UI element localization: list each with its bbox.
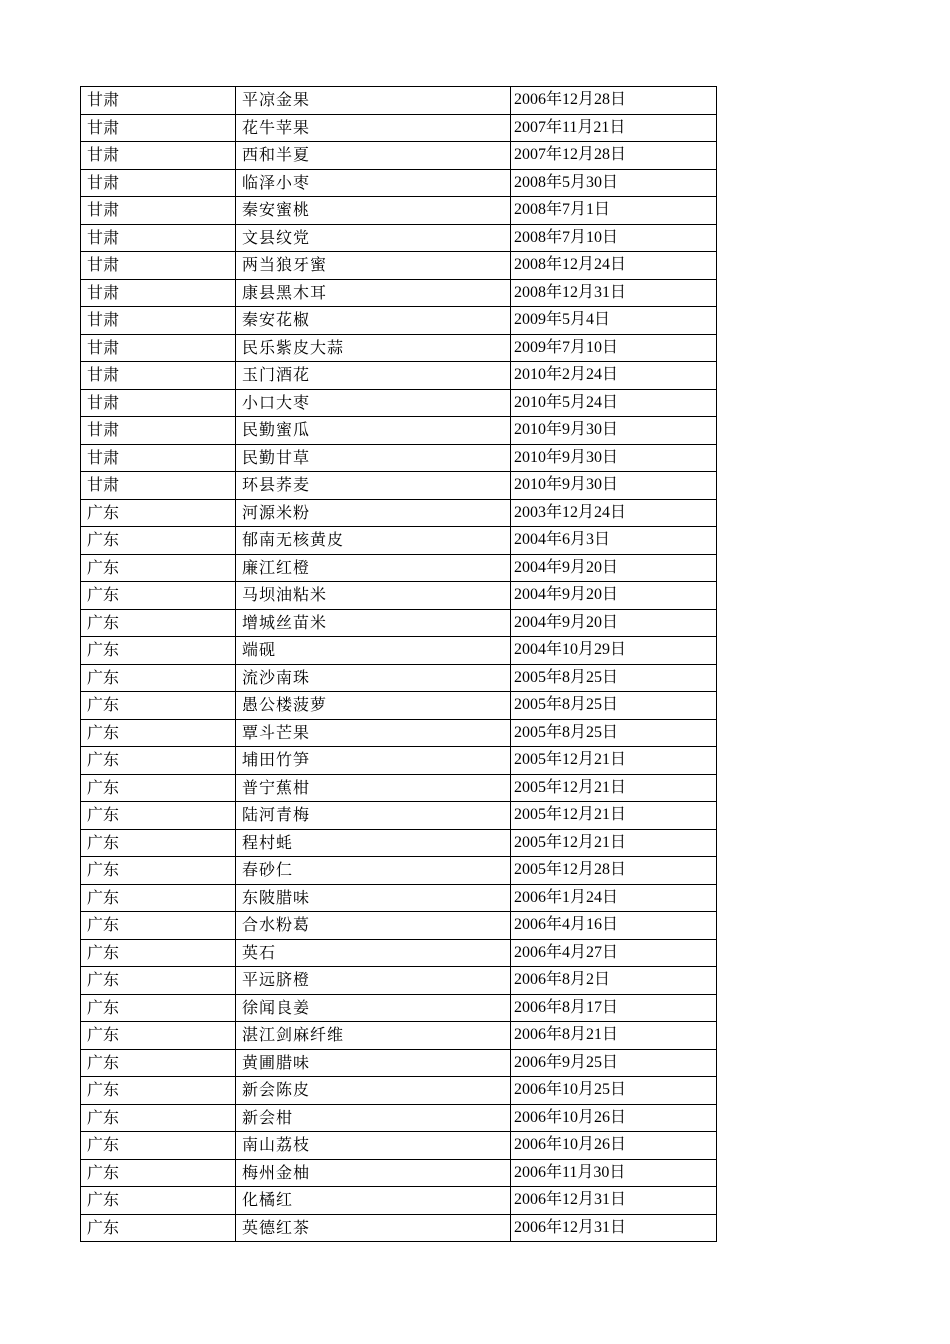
date-cell: 2010年9月30日 bbox=[511, 472, 717, 500]
date-cell: 2010年2月24日 bbox=[511, 362, 717, 390]
product-cell: 新会陈皮 bbox=[236, 1077, 511, 1105]
region-cell: 广东 bbox=[81, 1187, 236, 1215]
product-cell: 环县荞麦 bbox=[236, 472, 511, 500]
date-cell: 2004年9月20日 bbox=[511, 609, 717, 637]
product-cell: 民乐紫皮大蒜 bbox=[236, 334, 511, 362]
table-row bbox=[81, 169, 717, 197]
date-cell: 2006年12月28日 bbox=[511, 87, 717, 115]
product-cell: 梅州金柚 bbox=[236, 1159, 511, 1187]
product-cell: 廉江红橙 bbox=[236, 554, 511, 582]
table-row bbox=[81, 1187, 717, 1215]
table-row bbox=[81, 609, 717, 637]
region-cell: 广东 bbox=[81, 554, 236, 582]
table-body bbox=[81, 87, 717, 1242]
table-row bbox=[81, 857, 717, 885]
region-cell: 广东 bbox=[81, 664, 236, 692]
product-cell: 马坝油粘米 bbox=[236, 582, 511, 610]
region-cell: 广东 bbox=[81, 939, 236, 967]
region-cell: 广东 bbox=[81, 967, 236, 995]
product-cell: 河源米粉 bbox=[236, 499, 511, 527]
table-row bbox=[81, 499, 717, 527]
region-cell: 广东 bbox=[81, 829, 236, 857]
product-cell: 东陂腊味 bbox=[236, 884, 511, 912]
table-row bbox=[81, 1214, 717, 1242]
region-cell: 甘肃 bbox=[81, 307, 236, 335]
product-cell: 民勤蜜瓜 bbox=[236, 417, 511, 445]
product-cell: 普宁蕉柑 bbox=[236, 774, 511, 802]
product-cell: 文县纹党 bbox=[236, 224, 511, 252]
table-row bbox=[81, 939, 717, 967]
region-cell: 广东 bbox=[81, 499, 236, 527]
date-cell: 2004年9月20日 bbox=[511, 582, 717, 610]
product-cell: 临泽小枣 bbox=[236, 169, 511, 197]
product-cell: 黄圃腊味 bbox=[236, 1049, 511, 1077]
product-cell: 英石 bbox=[236, 939, 511, 967]
table-row bbox=[81, 774, 717, 802]
table-row bbox=[81, 664, 717, 692]
product-cell: 增城丝苗米 bbox=[236, 609, 511, 637]
date-cell: 2005年12月21日 bbox=[511, 774, 717, 802]
product-cell: 秦安蜜桃 bbox=[236, 197, 511, 225]
region-cell: 甘肃 bbox=[81, 142, 236, 170]
table-row bbox=[81, 114, 717, 142]
product-cell: 徐闻良姜 bbox=[236, 994, 511, 1022]
table-row bbox=[81, 527, 717, 555]
date-cell: 2006年4月27日 bbox=[511, 939, 717, 967]
product-cell: 新会柑 bbox=[236, 1104, 511, 1132]
table-row bbox=[81, 87, 717, 115]
region-cell: 广东 bbox=[81, 912, 236, 940]
table-row bbox=[81, 912, 717, 940]
product-cell: 平远脐橙 bbox=[236, 967, 511, 995]
date-cell: 2006年1月24日 bbox=[511, 884, 717, 912]
date-cell: 2004年10月29日 bbox=[511, 637, 717, 665]
date-cell: 2007年11月21日 bbox=[511, 114, 717, 142]
product-cell: 康县黑木耳 bbox=[236, 279, 511, 307]
date-cell: 2006年8月2日 bbox=[511, 967, 717, 995]
table-row bbox=[81, 334, 717, 362]
product-cell: 流沙南珠 bbox=[236, 664, 511, 692]
date-cell: 2005年12月21日 bbox=[511, 829, 717, 857]
region-cell: 广东 bbox=[81, 857, 236, 885]
table-row bbox=[81, 142, 717, 170]
product-cell: 南山荔枝 bbox=[236, 1132, 511, 1160]
region-cell: 甘肃 bbox=[81, 444, 236, 472]
date-cell: 2008年12月24日 bbox=[511, 252, 717, 280]
region-cell: 广东 bbox=[81, 609, 236, 637]
date-cell: 2003年12月24日 bbox=[511, 499, 717, 527]
date-cell: 2006年8月17日 bbox=[511, 994, 717, 1022]
product-cell: 小口大枣 bbox=[236, 389, 511, 417]
table-row bbox=[81, 1104, 717, 1132]
product-cell: 玉门酒花 bbox=[236, 362, 511, 390]
date-cell: 2006年12月31日 bbox=[511, 1187, 717, 1215]
table-row bbox=[81, 747, 717, 775]
product-cell: 民勤甘草 bbox=[236, 444, 511, 472]
date-cell: 2008年5月30日 bbox=[511, 169, 717, 197]
product-cell: 秦安花椒 bbox=[236, 307, 511, 335]
date-cell: 2005年12月28日 bbox=[511, 857, 717, 885]
date-cell: 2007年12月28日 bbox=[511, 142, 717, 170]
table-row bbox=[81, 362, 717, 390]
product-cell: 程村蚝 bbox=[236, 829, 511, 857]
date-cell: 2006年4月16日 bbox=[511, 912, 717, 940]
product-cell: 合水粉葛 bbox=[236, 912, 511, 940]
table-row bbox=[81, 582, 717, 610]
date-cell: 2005年8月25日 bbox=[511, 692, 717, 720]
date-cell: 2005年12月21日 bbox=[511, 802, 717, 830]
region-cell: 甘肃 bbox=[81, 197, 236, 225]
date-cell: 2006年10月26日 bbox=[511, 1132, 717, 1160]
table-row bbox=[81, 279, 717, 307]
date-cell: 2008年7月1日 bbox=[511, 197, 717, 225]
table-row bbox=[81, 197, 717, 225]
date-cell: 2006年8月21日 bbox=[511, 1022, 717, 1050]
region-cell: 广东 bbox=[81, 747, 236, 775]
table-row bbox=[81, 994, 717, 1022]
region-cell: 广东 bbox=[81, 1049, 236, 1077]
date-cell: 2005年8月25日 bbox=[511, 719, 717, 747]
table-row bbox=[81, 444, 717, 472]
date-cell: 2008年12月31日 bbox=[511, 279, 717, 307]
date-cell: 2006年10月25日 bbox=[511, 1077, 717, 1105]
region-cell: 广东 bbox=[81, 1104, 236, 1132]
region-cell: 甘肃 bbox=[81, 169, 236, 197]
product-cell: 覃斗芒果 bbox=[236, 719, 511, 747]
date-cell: 2006年9月25日 bbox=[511, 1049, 717, 1077]
table-row bbox=[81, 1077, 717, 1105]
table-row bbox=[81, 307, 717, 335]
table-row bbox=[81, 1049, 717, 1077]
date-cell: 2008年7月10日 bbox=[511, 224, 717, 252]
table-row bbox=[81, 967, 717, 995]
region-cell: 广东 bbox=[81, 637, 236, 665]
date-cell: 2005年8月25日 bbox=[511, 664, 717, 692]
region-cell: 甘肃 bbox=[81, 389, 236, 417]
table-row bbox=[81, 719, 717, 747]
region-cell: 甘肃 bbox=[81, 252, 236, 280]
region-cell: 广东 bbox=[81, 1132, 236, 1160]
region-cell: 广东 bbox=[81, 994, 236, 1022]
product-cell: 埔田竹笋 bbox=[236, 747, 511, 775]
product-cell: 愚公楼菠萝 bbox=[236, 692, 511, 720]
date-cell: 2010年9月30日 bbox=[511, 444, 717, 472]
table-row bbox=[81, 1132, 717, 1160]
product-cell: 化橘红 bbox=[236, 1187, 511, 1215]
region-cell: 广东 bbox=[81, 884, 236, 912]
product-cell: 郁南无核黄皮 bbox=[236, 527, 511, 555]
table-row bbox=[81, 1022, 717, 1050]
table-row bbox=[81, 252, 717, 280]
region-cell: 甘肃 bbox=[81, 472, 236, 500]
table-row bbox=[81, 637, 717, 665]
table-row bbox=[81, 884, 717, 912]
date-cell: 2005年12月21日 bbox=[511, 747, 717, 775]
region-cell: 甘肃 bbox=[81, 87, 236, 115]
table-row bbox=[81, 1159, 717, 1187]
region-cell: 广东 bbox=[81, 692, 236, 720]
date-cell: 2009年5月4日 bbox=[511, 307, 717, 335]
region-cell: 甘肃 bbox=[81, 362, 236, 390]
table-row bbox=[81, 389, 717, 417]
table-row bbox=[81, 472, 717, 500]
region-cell: 广东 bbox=[81, 527, 236, 555]
region-cell: 广东 bbox=[81, 1022, 236, 1050]
product-cell: 两当狼牙蜜 bbox=[236, 252, 511, 280]
product-cell: 平凉金果 bbox=[236, 87, 511, 115]
date-cell: 2006年11月30日 bbox=[511, 1159, 717, 1187]
date-cell: 2009年7月10日 bbox=[511, 334, 717, 362]
table-row bbox=[81, 224, 717, 252]
date-cell: 2006年10月26日 bbox=[511, 1104, 717, 1132]
product-cell: 湛江剑麻纤维 bbox=[236, 1022, 511, 1050]
date-cell: 2010年9月30日 bbox=[511, 417, 717, 445]
table-row bbox=[81, 692, 717, 720]
date-cell: 2004年9月20日 bbox=[511, 554, 717, 582]
region-cell: 甘肃 bbox=[81, 114, 236, 142]
region-cell: 广东 bbox=[81, 802, 236, 830]
date-cell: 2010年5月24日 bbox=[511, 389, 717, 417]
region-cell: 广东 bbox=[81, 719, 236, 747]
region-cell: 广东 bbox=[81, 582, 236, 610]
region-cell: 广东 bbox=[81, 1214, 236, 1242]
region-cell: 广东 bbox=[81, 1159, 236, 1187]
product-cell: 花牛苹果 bbox=[236, 114, 511, 142]
region-cell: 广东 bbox=[81, 1077, 236, 1105]
product-cell: 陆河青梅 bbox=[236, 802, 511, 830]
table-row bbox=[81, 554, 717, 582]
product-cell: 端砚 bbox=[236, 637, 511, 665]
region-cell: 甘肃 bbox=[81, 334, 236, 362]
product-cell: 英德红茶 bbox=[236, 1214, 511, 1242]
table-row bbox=[81, 417, 717, 445]
region-cell: 广东 bbox=[81, 774, 236, 802]
date-cell: 2004年6月3日 bbox=[511, 527, 717, 555]
region-cell: 甘肃 bbox=[81, 417, 236, 445]
product-cell: 西和半夏 bbox=[236, 142, 511, 170]
region-cell: 甘肃 bbox=[81, 224, 236, 252]
table-row bbox=[81, 829, 717, 857]
product-cell: 春砂仁 bbox=[236, 857, 511, 885]
table-row bbox=[81, 802, 717, 830]
region-cell: 甘肃 bbox=[81, 279, 236, 307]
data-table bbox=[80, 86, 717, 1242]
date-cell: 2006年12月31日 bbox=[511, 1214, 717, 1242]
